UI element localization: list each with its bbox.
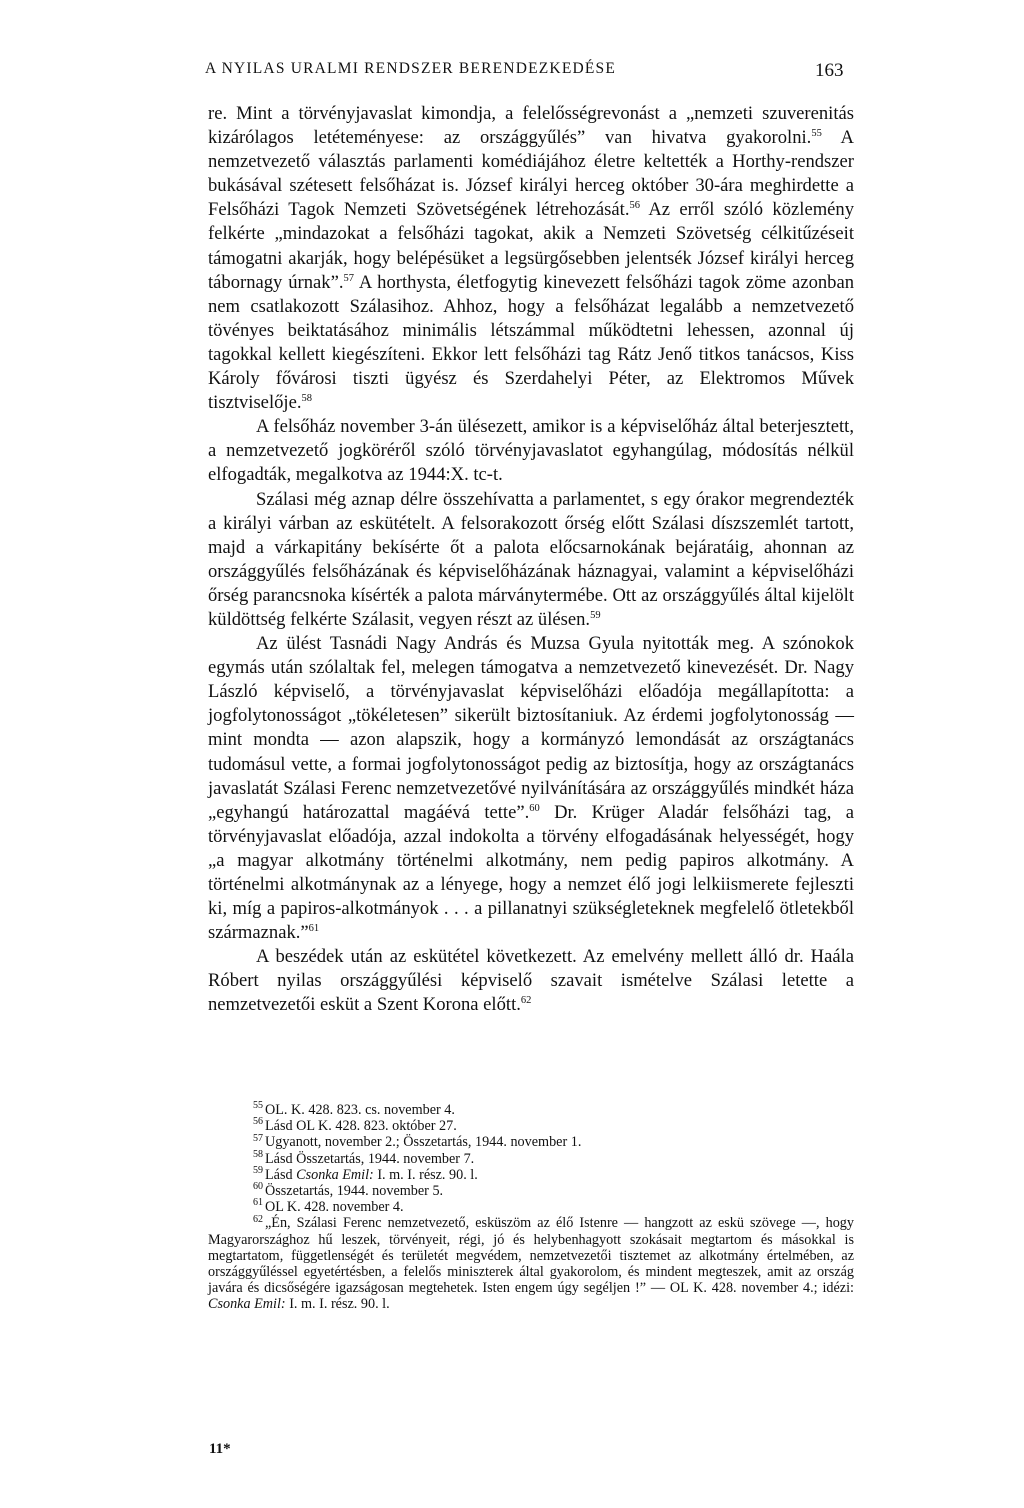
footnote-ref-56: 56	[629, 200, 640, 212]
paragraph-4-text-b: Dr. Krüger Aladár felsőházi tag, a törvényjavaslat előadója, azzal indokolta a törvény elfogadásának helyességét, hogy „a magyar alkotmány történelmi alkotmány, nem pedig papiros alkotmány. A történelmi alkotmánynak az a lényege, hogy a nemzet élő jogi lelkiismerete fejleszti ki, míg a papiros-alkotmányok . . . a pillanatnyi szükségleteknek megfelelő ötletekből származnak.”	[208, 801, 854, 944]
footnote-text: Lásd Összetartás, 1944. november 7.	[265, 1150, 475, 1167]
footnote-number: 57	[253, 1132, 263, 1144]
page-number: 163	[815, 60, 844, 81]
paragraph-3	[208, 488, 854, 633]
footnote-text-after: I. m. I. rész. 90. l.	[373, 1166, 478, 1183]
footnote-number: 62	[253, 1213, 263, 1225]
footnote-author: Csonka Emil:	[208, 1296, 286, 1313]
footnote-61	[253, 1199, 854, 1215]
paragraph-1-text-a: re. Mint a törvényjavaslat kimondja, a felelősségrevonást a „nemzeti szuverenitás kizárólagos letéteményese: az országgyűlés” van hivatva gyakorolni.	[208, 103, 854, 149]
footnote-ref-58: 58	[301, 392, 312, 404]
footnote-number: 59	[253, 1165, 263, 1177]
footnote-author: Csonka Emil:	[296, 1166, 374, 1183]
paragraph-5	[208, 945, 854, 1017]
footnote-text: OL K. 428. november 4.	[265, 1199, 404, 1216]
running-title: A NYILAS URALMI RENDSZER BERENDEZKEDÉSE	[205, 60, 617, 77]
footnote-55	[253, 1102, 854, 1118]
footnote-number: 56	[253, 1116, 263, 1128]
footnote-ref-55: 55	[811, 127, 822, 139]
paragraph-3-text: Szálasi még aznap délre összehívatta a parlamentet, s egy órakor megrendezték a királyi várban az eskütételt. A felsorakozott őrség előtt Szálasi díszszemlét tartott, majd a várkapitány bekísérte őt a palota előcsarnokának bejáratáig, ahonnan az országgyűlés felsőházának és képviselőházának háznagyai, valamint a képviselőházi őrség parancsnoka kísérték a palota márványtermébe. Ott az országgyűlés által kijelölt küldöttség felkérte Szálasit, vegyen részt az ülésen.	[208, 488, 854, 630]
footnote-number: 60	[253, 1181, 263, 1193]
footnote-text-after: I. m. I. rész. 90. l.	[285, 1296, 390, 1313]
footnote-57	[253, 1134, 854, 1150]
footnote-ref-60: 60	[529, 802, 540, 814]
footnote-number: 61	[253, 1197, 263, 1209]
paragraph-4	[208, 632, 854, 945]
paragraph-1	[208, 102, 854, 415]
footnote-text: Összetartás, 1944. november 5.	[265, 1183, 444, 1200]
footnote-text-before: Lásd	[265, 1166, 297, 1183]
footnote-ref-62: 62	[520, 995, 532, 1007]
footnotes	[208, 1102, 854, 1313]
footnote-ref-57: 57	[343, 272, 354, 284]
running-header	[0, 60, 1024, 90]
printer-signature-mark: 11*	[209, 1441, 231, 1457]
footnote-56	[253, 1118, 854, 1134]
paragraph-1-text-d: A horthysta, életfogytig kinevezett felsőházi tagok zöme azonban nem csatlakozott Szálasihoz. Ahhoz, hogy a felsőházat legalább a nemzetvezető tövényes beiktatásához minimális létszámmal működtetni lehessen, azonnal új tagokkal kellett kiegészíteni. Ekkor lett felsőházi tag Rátz Jenő titkos tanácsos, Kiss Károly fővárosi tiszti ügyész és Szerdahelyi Péter, az Elektromos Művek tisztviselője.	[208, 271, 855, 414]
footnote-text: Ugyanott, november 2.; Összetartás, 1944. november 1.	[265, 1134, 582, 1151]
footnote-number: 55	[253, 1100, 263, 1112]
footnote-text: Lásd OL K. 428. 823. október 27.	[265, 1118, 457, 1135]
footnote-60	[253, 1183, 854, 1199]
paragraph-2-text: A felsőház november 3-án ülésezett, amikor is a képviselőház által beterjesztett, a nemzetvezető jogköréről szóló törvényjavaslatot egyhangúlag, módosítás nélkül elfogadták, megalkotva az 1944:X. tc-t.	[208, 416, 854, 486]
footnote-number: 58	[253, 1148, 263, 1160]
footnote-ref-61: 61	[308, 923, 320, 934]
footnote-ref-59: 59	[590, 609, 601, 621]
paragraph-1-text-c: Az erről szóló közlemény felkérte „mindazokat a felsőházi tagokat, akik a Nemzeti Szövetség célkitűzéseit támogatni akarják, hogy belépésüket a legsürgősebben jelentsék József királyi herceg tábornagy úrnak”.	[208, 199, 855, 293]
paragraph-5-text: A beszédek után az eskütétel következett. Az emelvény mellett álló dr. Haála Róbert nyilas országgyűlési képviselő szavait ismételve Szálasi letette a nemzetvezetői esküt a Szent Korona előtt.	[208, 946, 854, 1016]
main-text	[208, 102, 854, 1018]
paragraph-1-text-b: A nemzetvezető választás parlamenti komédiájához életre keltették a Horthy-rendszer bukásával szétesett felsőházat is. József királyi herceg október 30-ára meghirdette a Felsőházi Tagok Nemzeti Szövetségének létrehozását.	[208, 127, 854, 221]
footnote-58	[253, 1148, 854, 1167]
footnote-text: OL. K. 428. 823. cs. november 4.	[265, 1102, 455, 1118]
footnote-text-before: „Én, Szálasi Ferenc nemzetvezető, esküszöm az élő Istenre — hangzott az eskü szövege —, hogy Magyarországhoz hű leszek, törvényeit, régi, jó és helybenhagyott szokásait megtartom és másokkal is megtartatom, függetlenségét és területét megvédem, nemzetvezetői tisztemet az alkotmány értelmében, az országgyűléssel egyetértésben, a felelős miniszterek által gyakorolom, és mindent megteszek, amit az ország javára és dicsőségére igazságosan megtehetek. Isten engem úgy segéljen !” — OL K. 428. november 4.; idézi:	[208, 1215, 854, 1297]
footnote-62	[208, 1215, 854, 1312]
footnote-59	[253, 1167, 854, 1183]
paragraph-4-text-a: Az ülést Tasnádi Nagy András és Muzsa Gyula nyitották meg. A szónokok egymás után szólaltak fel, melegen támogatva a nemzetvezető kinevezését. Dr. Nagy László képviselő, a törvényjavaslat képviselőházi előadója megállapította: a jogfolytonosságot „tökéletesen” sikerült biztosítaniuk. Az érdemi jogfolytonosság — mint mondta — azon alapszik, hogy a kormányzó lemondását az országtanács tudomásul vette, a formai jogfolytonosságot pedig az biztosítja, hogy az országtanács javaslatát Szálasi Ferenc nemzetvezetővé nyilvánítására az országgyűlés mindkét háza „egyhangú határozattal magáévá tette”.	[208, 633, 854, 823]
paragraph-2	[208, 415, 854, 487]
